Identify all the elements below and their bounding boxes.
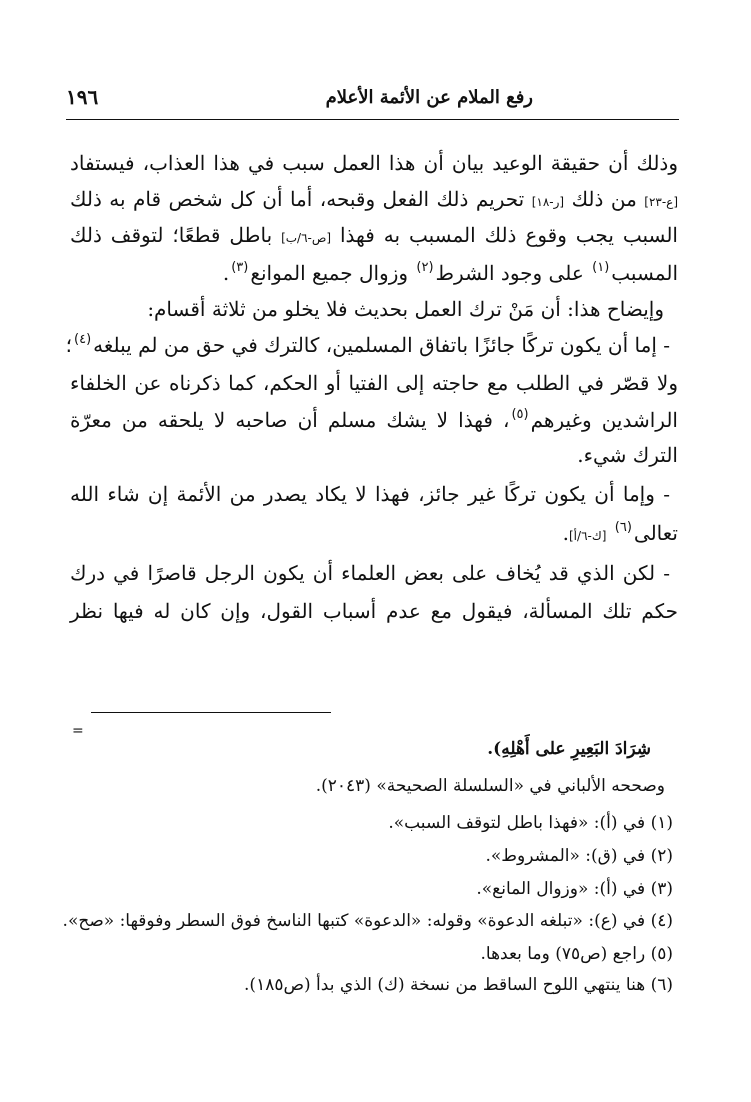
footnote-3: (٣) في (أ): «وزوال المانع». — [476, 879, 673, 899]
text-segment: الراشدين وغيرهم — [530, 408, 678, 432]
manuscript-ref: [ع-٢٣] — [644, 195, 679, 209]
text-segment: تعالى — [633, 521, 678, 545]
footnote-4: (٤) في (ع): «تبلغه الدعوة» وقوله: «الدعوة» كتبها الناسخ فوق السطر وفوقها: «صح». — [62, 911, 673, 931]
footnote-separator — [91, 712, 331, 713]
text-line-9: الترك شيء. — [577, 443, 678, 467]
text-line-2 — [70, 182, 678, 216]
text-line-6 — [65, 328, 670, 362]
text-segment: على وجود الشرط — [435, 261, 584, 285]
running-header — [66, 85, 679, 120]
text-line-13: حكم تلك المسألة، فيقول مع عدم أسباب القول، وإن كان له فيها نظر — [70, 599, 678, 623]
text-segment: - إما أن يكون تركًا جائزًا باتفاق المسلمين، كالترك في حق من لم يبلغه — [93, 333, 670, 357]
book-title: رفع الملام عن الأئمة الأعلام — [325, 87, 533, 108]
text-segment: تحريم ذلك الفعل وقبحه، أما أن كل شخص قام به ذلك — [70, 187, 525, 211]
manuscript-ref: [ر-١٨] — [531, 195, 565, 209]
text-line-7: ولا قصّر في الطلب مع حاجته إلى الفتيا أو الحكم، كما ذكرناه عن الخلفاء — [70, 371, 678, 395]
footnote-continuation: شِرَادَ البَعِيرِ على أَهْلِهِ). — [487, 739, 651, 759]
text-segment: باطل قطعًا؛ لتوقف ذلك — [70, 223, 273, 247]
footnote-marker[interactable]: (٢) — [416, 260, 434, 275]
footnote-6: (٦) هنا ينتهي اللوح الساقط من نسخة (ك) الذي بدأ (ص١٨٥). — [244, 975, 673, 995]
text-segment: وزوال جميع الموانع — [250, 261, 409, 285]
text-segment: ، فهذا لا يشك مسلم أن صاحبه لا يلحقه من معرّة — [70, 408, 510, 432]
footnote-marker[interactable]: (٥) — [511, 407, 529, 422]
text-segment: السبب يجب وقوع ذلك المسبب به فهذا — [340, 223, 678, 247]
text-line-8 — [70, 403, 678, 437]
text-segment: . — [222, 261, 230, 285]
manuscript-ref: [ك-٦/أ] — [569, 529, 607, 543]
page-number: ١٩٦ — [66, 85, 99, 109]
text-line-11 — [70, 516, 678, 550]
text-segment: ؛ — [65, 333, 72, 357]
text-line-10: - وإما أن يكون تركًا غير جائز، فهذا لا يكاد يصدر من الأئمة إن شاء الله — [70, 482, 670, 506]
footnote-marker[interactable]: (٣) — [231, 260, 249, 275]
footnote-1: (١) في (أ): «فهذا باطل لتوقف السبب». — [388, 813, 673, 833]
continuation-mark: = — [72, 723, 84, 739]
manuscript-ref: [ص-٦/ب] — [281, 231, 332, 245]
footnote-2: (٢) في (ق): «المشروط». — [485, 846, 673, 866]
footnote-marker[interactable]: (٤) — [74, 332, 92, 347]
text-line-4 — [70, 256, 678, 290]
text-line-3 — [70, 218, 678, 252]
footnote-marker[interactable]: (١) — [592, 260, 610, 275]
text-line-12: - لكن الذي قد يُخاف على بعض العلماء أن يكون الرجل قاصرًا في درك — [70, 561, 670, 585]
text-segment: المسبب — [611, 261, 678, 285]
text-line-1: وذلك أن حقيقة الوعيد بيان أن هذا العمل سبب في هذا العذاب، فيستفاد — [70, 151, 678, 175]
text-segment: . — [562, 521, 569, 545]
text-segment: من ذلك — [571, 187, 637, 211]
footnote-continuation: وصححه الألباني في «السلسلة الصحيحة» (٢٠٤٣). — [315, 776, 665, 796]
text-line-5: وإيضاح هذا: أن مَنْ ترك العمل بحديث فلا يخلو من ثلاثة أقسام: — [147, 297, 664, 321]
footnote-5: (٥) راجع (ص٧٥) وما بعدها. — [480, 944, 673, 964]
footnote-marker[interactable]: (٦) — [614, 520, 632, 535]
